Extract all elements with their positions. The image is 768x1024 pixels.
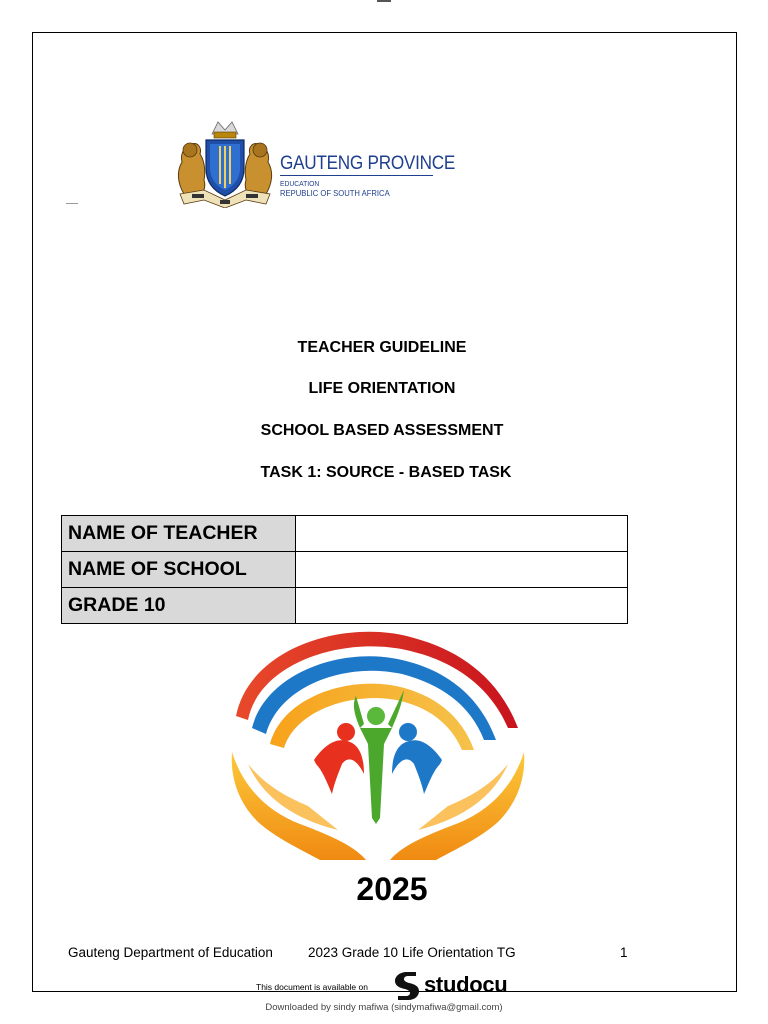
heading-teacher-guideline: TEACHER GUIDELINE [297,339,467,356]
gauteng-crest-icon [170,114,280,208]
heading-task: TASK 1: SOURCE - BASED TASK [260,464,512,481]
studocu-logo-link[interactable] [392,969,507,1001]
field-school[interactable] [296,552,628,588]
logo-underline [280,175,433,176]
studocu-brand: studocu [424,972,508,997]
label-teacher: NAME OF TEACHER [62,516,296,552]
footer-document-title: 2023 Grade 10 Life Orientation TG [308,945,516,960]
table-row [62,516,628,552]
tiny-mark [66,203,78,204]
label-grade: GRADE 10 [62,588,296,624]
table-row [62,588,628,624]
gauteng-logo-text [280,152,479,198]
footer-page-number: 1 [620,945,628,960]
footer-department: Gauteng Department of Education [68,945,273,960]
info-table [61,515,628,624]
field-grade[interactable] [296,588,628,624]
logo-subtitle-education: EDUCATION [280,179,320,188]
logo-subtitle-country: REPUBLIC OF SOUTH AFRICA [280,188,390,198]
heading-assessment: SCHOOL BASED ASSESSMENT [260,422,504,439]
heading-subject: LIFE ORIENTATION [308,380,456,397]
year-label: 2025 [356,871,428,907]
table-row [62,552,628,588]
studocu-s-icon [392,970,422,1000]
logo-title: GAUTENG PROVINCE [280,152,456,174]
label-school: NAME OF SCHOOL [62,552,296,588]
life-orientation-logo-icon [228,624,528,864]
top-edge-mark [377,0,391,2]
field-teacher[interactable] [296,516,628,552]
studocu-available-text: This document is available on [256,982,368,992]
downloaded-by-text: Downloaded by sindy mafiwa (sindymafiwa@gmail.com) [265,1002,503,1013]
